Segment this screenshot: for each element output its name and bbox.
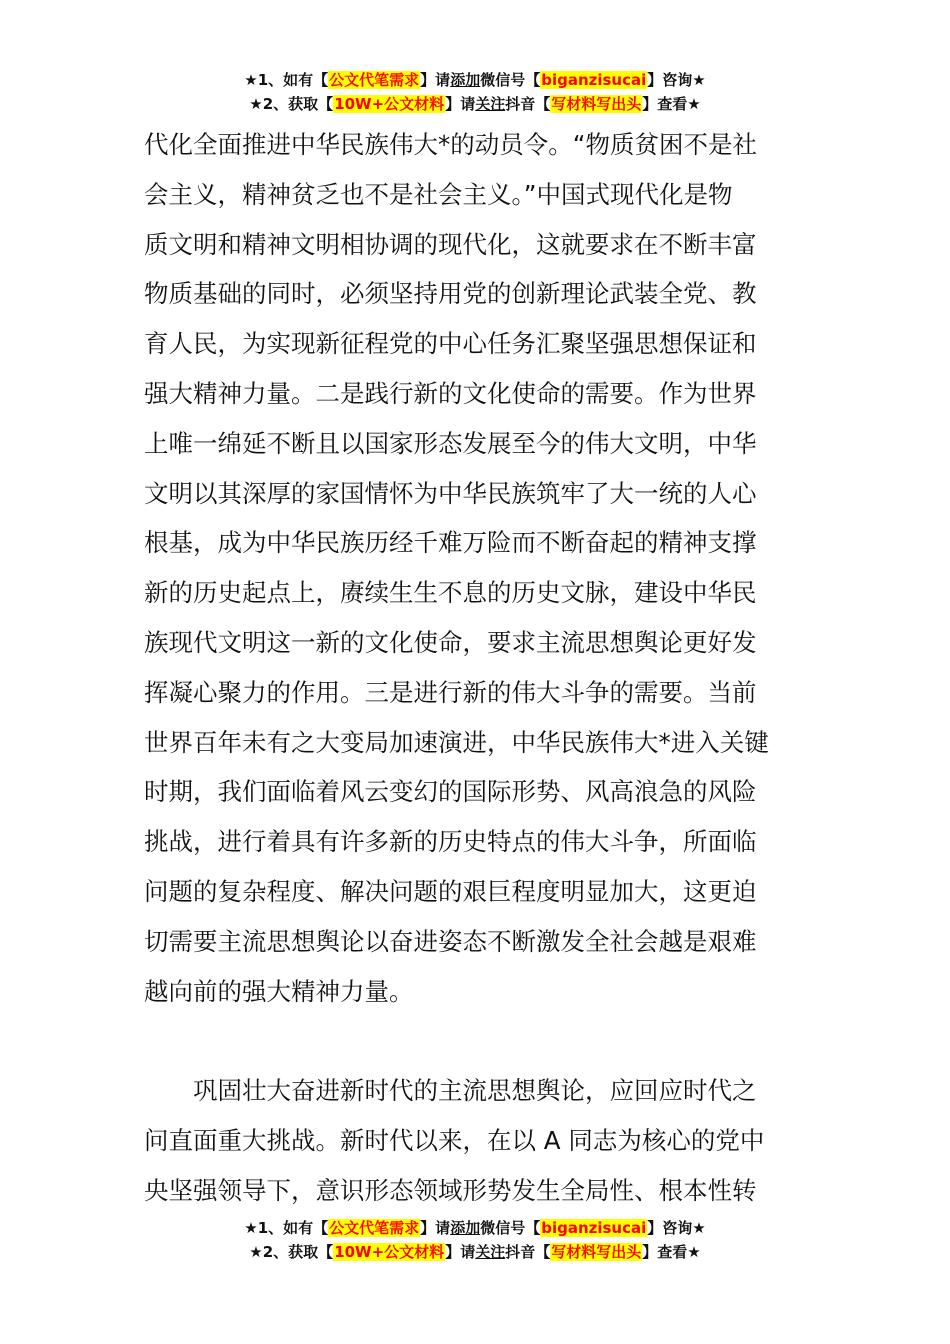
body-line: 切需要主流思想舆论以奋进姿态不断激发全社会越是艰难	[144, 926, 757, 956]
body-line: 育人民，为实现新征程党的中心任务汇聚坚强思想保证和	[144, 329, 757, 359]
footer-line-2-suffix: 】查看★	[642, 1243, 701, 1261]
header-banner	[0, 68, 950, 116]
footer-line-2-underlined: 关注	[475, 1243, 506, 1261]
header-line-1-underlined: 添加	[450, 71, 481, 89]
body-line: 上唯一绵延不断且以国家形态发展至今的伟大文明，中华	[144, 428, 757, 458]
header-line-1-mid-2: 微信号【	[480, 71, 541, 89]
header-line-1-mid: 】请	[420, 71, 451, 89]
header-line-1-suffix: 】咨询★	[647, 71, 706, 89]
footer-banner	[0, 1216, 950, 1264]
document-body	[144, 120, 812, 1216]
footer-line-1-mid: 】请	[420, 1219, 451, 1237]
body-line: 挑战，进行着具有许多新的历史特点的伟大斗争，所面临	[144, 827, 757, 857]
body-line: 新的历史起点上，赓续生生不息的历史文脉，建设中华民	[144, 578, 757, 608]
footer-line-1-underlined: 添加	[450, 1219, 481, 1237]
body-line: 会主义，精神贫乏也不是社会主义。”中国式现代化是物	[144, 179, 733, 209]
body-line: 质文明和精神文明相协调的现代化，这就要求在不断丰富	[144, 229, 757, 259]
footer-line-1-prefix: ★1、如有【	[244, 1219, 329, 1237]
footer-line-1-suffix: 】咨询★	[647, 1219, 706, 1237]
header-line-2-highlight-materials: 10W+公文材料	[334, 95, 445, 113]
footer-line-2-mid: 】请	[445, 1243, 476, 1261]
body-line: 时期，我们面临着风云变幻的国际形势、风高浪急的风险	[144, 777, 757, 807]
header-line-1	[0, 68, 950, 92]
paragraph-2-line: 问直面重大挑战。新时代以来，在以 A 同志为核心的党中	[144, 1125, 765, 1155]
footer-line-2-highlight-materials: 10W+公文材料	[334, 1243, 445, 1261]
body-line: 物质基础的同时，必须坚持用党的创新理论武装全党、教	[144, 279, 757, 309]
header-line-2	[0, 92, 950, 116]
body-line: 代化全面推进中华民族伟大*的动员令。“物质贫困不是社	[144, 130, 757, 159]
body-line: 强大精神力量。二是践行新的文化使命的需要。作为世界	[144, 378, 757, 408]
paragraph-gap	[144, 1016, 812, 1066]
body-line: 族现代文明这一新的文化使命，要求主流思想舆论更好发	[144, 627, 757, 657]
header-line-1-prefix: ★1、如有【	[244, 71, 329, 89]
paragraph-2-line: 巩固壮大奋进新时代的主流思想舆论，应回应时代之	[193, 1076, 757, 1106]
footer-line-2	[0, 1240, 950, 1264]
body-line: 问题的复杂程度、解决问题的艰巨程度明显加大，这更迫	[144, 876, 757, 906]
header-line-1-highlight-wechat: biganzisucai	[541, 71, 647, 89]
paragraph-2-line: 央坚强领导下，意识形态领域形势发生全局性、根本性转	[144, 1175, 757, 1205]
footer-line-2-prefix: ★2、获取【	[249, 1243, 334, 1261]
footer-line-2-highlight-douyin: 写材料写出头	[551, 1243, 642, 1261]
body-line: 世界百年未有之大变局加速演进，中华民族伟大*进入关键	[144, 727, 769, 757]
body-line: 挥凝心聚力的作用。三是进行新的伟大斗争的需要。当前	[144, 677, 757, 707]
footer-line-1-highlight-service: 公文代笔需求	[329, 1219, 420, 1237]
header-line-2-prefix: ★2、获取【	[249, 95, 334, 113]
footer-line-1	[0, 1216, 950, 1240]
footer-line-1-mid-2: 微信号【	[480, 1219, 541, 1237]
footer-line-2-mid-2: 抖音【	[505, 1243, 551, 1261]
body-line: 文明以其深厚的家国情怀为中华民族筑牢了大一统的人心	[144, 478, 757, 508]
header-line-2-mid: 】请	[445, 95, 476, 113]
body-line: 根基，成为中华民族历经千难万险而不断奋起的精神支撑	[144, 528, 757, 558]
header-line-2-highlight-douyin: 写材料写出头	[551, 95, 642, 113]
header-line-1-highlight-service: 公文代笔需求	[329, 71, 420, 89]
footer-line-1-highlight-wechat: biganzisucai	[541, 1219, 647, 1237]
header-line-2-underlined: 关注	[475, 95, 506, 113]
body-line: 越向前的强大精神力量。	[144, 976, 414, 1006]
header-line-2-mid-2: 抖音【	[505, 95, 551, 113]
header-line-2-suffix: 】查看★	[642, 95, 701, 113]
